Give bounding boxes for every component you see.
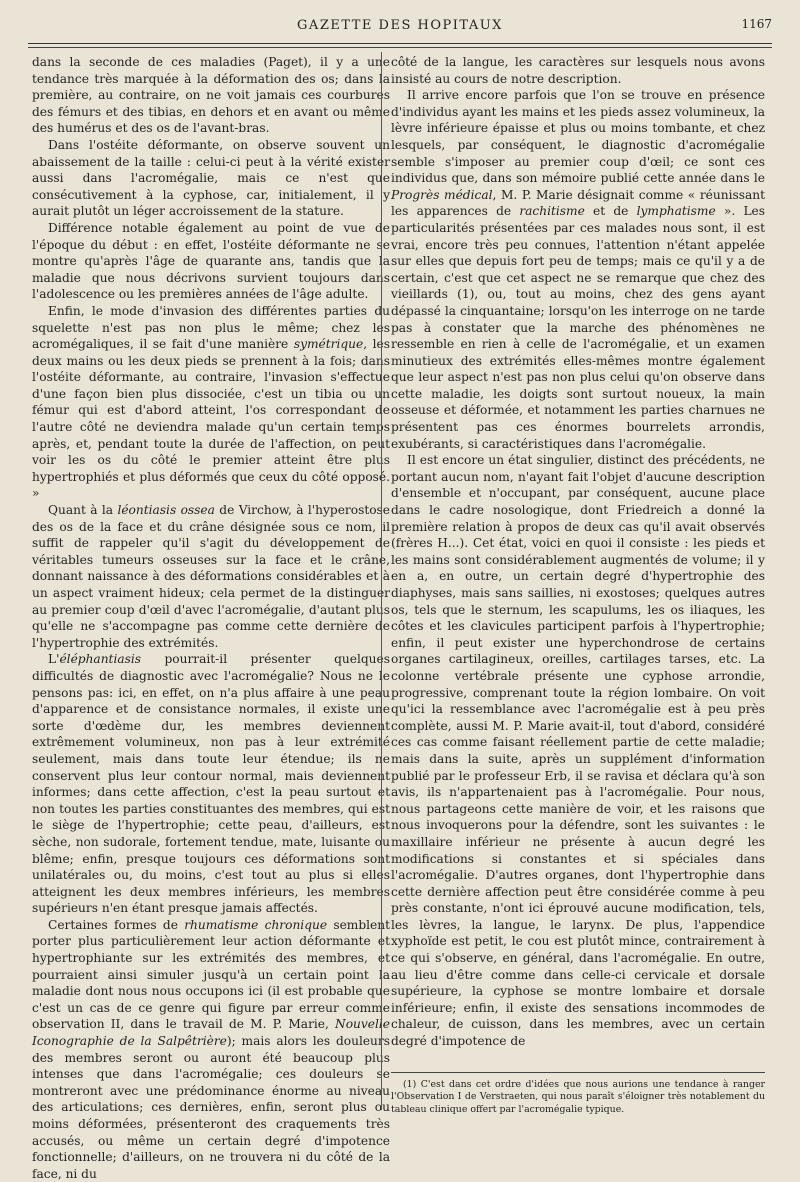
footnote: (1) C'est dans cet ordre d'idées que nous aurions une tendance à ranger l'Observation I de Verstraeten, qui nous paraît s'éloigner très notablement du tableau clinique offert par l'acromégalie typique. [391,1078,765,1115]
page-number: 1167 [741,17,772,31]
paragraph [391,87,765,452]
paragraph [32,651,390,917]
text-run: Il est encore un état singulier, distinct des précédents, ne portant aucun nom, n'ayant fait l'objet d'aucune description d'ensemble et n'occupant, par conséquent, aucune place dans le cadre nosologique, dont Friedreich a donné la première relation à propos de deux cas qu'il avait observés (frères H...). Cet état, voici en quoi il consiste : les pieds et les mains sont considérablement augmentés de volume; il y en a, en outre, un certain degré d'hypertrophie des diaphyses, mais sans saillies, ni exostoses; quelques autres os, tels que le sternum, les scapulums, les os iliaques, les côtes et les clavicules participent parfois à l'hypertrophie; enfin, il peut exister une hyperchondrose de certains organes cartilagineux, oreilles, cartilages tarses, etc. La colonne vertébrale présente une cyphose arrondie, progressive, comprenant toute la région lombaire. On voit qu'ici la ressemblance avec l'acromégalie est à peu près complète, aussi M. P. Marie avait-il, tout d'abord, considéré ces cas comme faisant réellement partie de cette maladie; mais dans la suite, après un supplément d'information publié par le professeur Erb, il se ravisa et déclara qu'à son avis, ils n'appartenaient pas à l'acromégalie. Pour nous, nous partageons cette manière de voir, et les raisons que nous invoquerons pour la défendre, sont les suivantes : le maxillaire inférieur ne présente à aucun degré les modifications si constantes et si spéciales dans l'acromégalie. D'autres organes, dont l'hypertrophie dans cette dernière affection peut être considérée comme à peu près constante, n'ont ici éprouvé aucune modification, tels, les lèvres, la langue, le larynx. De plus, l'appendice xyphoïde est petit, le cou est plutôt mince, contrairement à ce qui s'observe, en général, dans l'acromégalie. En outre, au lieu d'être comme dans celle-ci cervicale et dorsale supérieure, la cyphose se montre lombaire et dorsale inférieure; enfin, il existe des sensations incommodes de chaleur, de cuisson, dans les membres, avec un certain degré d'impotence de [391,453,765,1049]
italic-text: symétrique [293,337,364,352]
left-column [32,54,390,1182]
header-rule-thin [28,47,772,48]
text-run: de Virchow, à l'hyperostose des os de la face et du crâne désignée sous ce nom, il suffit de rappeler qu'il s'agit du développement de véritables tumeurs osseuses sur la face et le crâne, donnant naissance à des déformations considérables et à un aspect vraiment hideux; cela permet de la distinguer au premier coup d'œil d'avec l'acromégalie, d'autant plus qu'elle ne s'accompagne pas comme cette dernière de l'hypertrophie des extrémités. [32,503,391,650]
paragraph [32,917,390,1182]
header-rule-thick [28,43,772,44]
italic-text: Nouvelle Iconographie de la Salpêtrière [32,1017,390,1049]
page-header [28,14,772,40]
paragraph [391,54,765,87]
text-run: et de [584,204,637,219]
text-run: dans la seconde de ces maladies (Paget), il y a une tendance très marquée à la déformation des os; dans la première, au contraire, on ne voit jamais ces courbures des fémurs et des tibias, en dehors et en avant ou même des humérus et des os de l'avant-bras. [32,55,390,136]
paragraph [32,54,390,137]
paragraph [32,137,390,220]
text-run: Enfin, le mode d'invasion des différentes parties du squelette n'est pas non plus le même; chez les acromégaliques, il se fait d'une manière [32,303,390,352]
italic-text: éléphantiasis [59,652,142,667]
text-run: Différence notable également au point de vue de l'époque du début : en effet, l'ostéite déformante ne se montre qu'après l'âge de quarante ans, tandis que la maladie que nous décrivons survient toujours dans l'adolescence ou les premières années de l'âge adulte. [32,220,390,302]
right-column [391,54,765,1116]
italic-text: lymphatisme [636,204,716,219]
paragraph [32,220,390,303]
paragraph [391,452,765,1049]
italic-text: rachitisme [519,204,585,219]
text-run: , les deux mains ou les deux pieds se prennent à la fois; dans l'ostéite déformante, au contraire, l'invasion s'effectue d'une façon bien plus dissociée, c'est un tibia ou un fémur qui est d'abord atteint, l'os correspondant de l'autre côté ne deviendra malade qu'un certain temps après, et, pendant toute la durée de l'affection, on peut voir les os du côté le premier atteint être plus hypertrophiés et plus déformés que ceux du côté opposé. » [32,337,390,501]
text-run: Quant à la [48,503,118,518]
text-run: Certaines formes de [48,917,185,932]
text-run: pourrait-il présenter quelques difficultés de diagnostic avec l'acromégalie? Nous ne le pensons pas: ici, en effet, on n'a plus affaire à une peau d'apparence et de consistance normales, il existe une sorte d'œdème dur, les membres deviennent extrêmement volumineux, non pas à leur extrémité seulement, mais dans toute leur étendue; ils ne conservent plus leur contour normal, mais deviennent informes; dans cette affection, c'est la peau surtout et non toutes les parties constituantes des membres, qui est le siège de l'hypertrophie; cette peau, d'ailleurs, est sèche, non sudorale, fortement tendue, mate, luisante ou blême; enfin, presque toujours ces déformations sont unilatérales ou, du moins, c'est tout au plus si elles atteignent les deux membres inférieurs, les membres supérieurs n'en étant presque jamais affectés. [32,652,390,916]
text-run: côté de la langue, les caractères sur lesquels nous avons insisté au cours de notre description. [391,55,765,86]
text-run: ». Les particularités présentées par ces malades nous sont, il est vrai, encore très peu connues, l'attention n'étant appelée sur elles que depuis fort peu de temps; mais ce qu'il y a de certain, c'est que cet aspect ne se remarque que chez des vieillards (1), ou, tout au moins, chez des gens ayant dépassé la cinquantaine; lorsqu'on les interroge on ne tarde pas à constater que la marche des phénomènes ne ressemble en rien à celle de l'acromégalie, et un examen minutieux des extrémités elles-mêmes montre également que leur aspect n'est pas non plus celui qu'on observe dans cette maladie, les doigts sont surtout noueux, la main osseuse et déformée, et notamment les parties charnues ne présentent pas ces énormes bourrelets arrondis, exubérants, si caractéristiques dans l'acromégalie. [391,204,766,451]
column-divider [381,52,382,1110]
text-run: , M. P. Marie désignait comme « réunissant les apparences de [391,187,765,219]
journal-title: GAZETTE DES HOPITAUX [297,18,503,33]
footnote-rule [391,1072,765,1073]
text-run: L' [48,652,60,667]
paragraph [32,303,390,502]
right-column-body [391,54,765,1050]
italic-text: Progrès médical [391,187,493,202]
text-run: Dans l'ostéite déformante, on observe souvent un abaissement de la taille : celui-ci peut à la vérité exister aussi dans l'acromégalie, mais ce n'est que consécutivement à la cyphose, car, initialement, il y aurait plutôt un léger accroissement de la stature. [32,137,390,219]
paragraph [32,502,390,651]
text-run: Il arrive encore parfois que l'on se trouve en présence d'individus ayant les mains et les pieds assez volumineux, la lèvre inférieure épaisse et plus ou moins tombante, et chez lesquels, par conséquent, le diagnostic d'acromégalie semble s'imposer au premier coup d'œil; ce sont ces individus que, dans son mémoire publié cette année dans le [391,88,765,186]
italic-text: rhumatisme chronique [184,917,328,932]
text-run: semblent porter plus particulièrement leur action déformante et hypertrophiante sur les extrémités des membres, et pourraient ainsi simuler jusqu'à un certain point la maladie dont nous nous occupons ici (il est probable que c'est un cas de ce genre qui figure par erreur comme observation II, dans le travail de M. P. Marie, [32,917,391,1032]
italic-text: léontiasis ossea [117,503,215,518]
text-run: ); mais alors les douleurs des membres seront ou auront été beaucoup plus intenses que dans l'acromégalie; ces douleurs se montreront avec une prédominance énorme au niveau des articulations; ces dernières, enfin, seront plus ou moins déformées, présenteront des craquements très accusés, ou même un certain degré d'impotence fonctionnelle; d'ailleurs, on ne trouvera ni du côté de la face, ni du [32,1034,390,1181]
